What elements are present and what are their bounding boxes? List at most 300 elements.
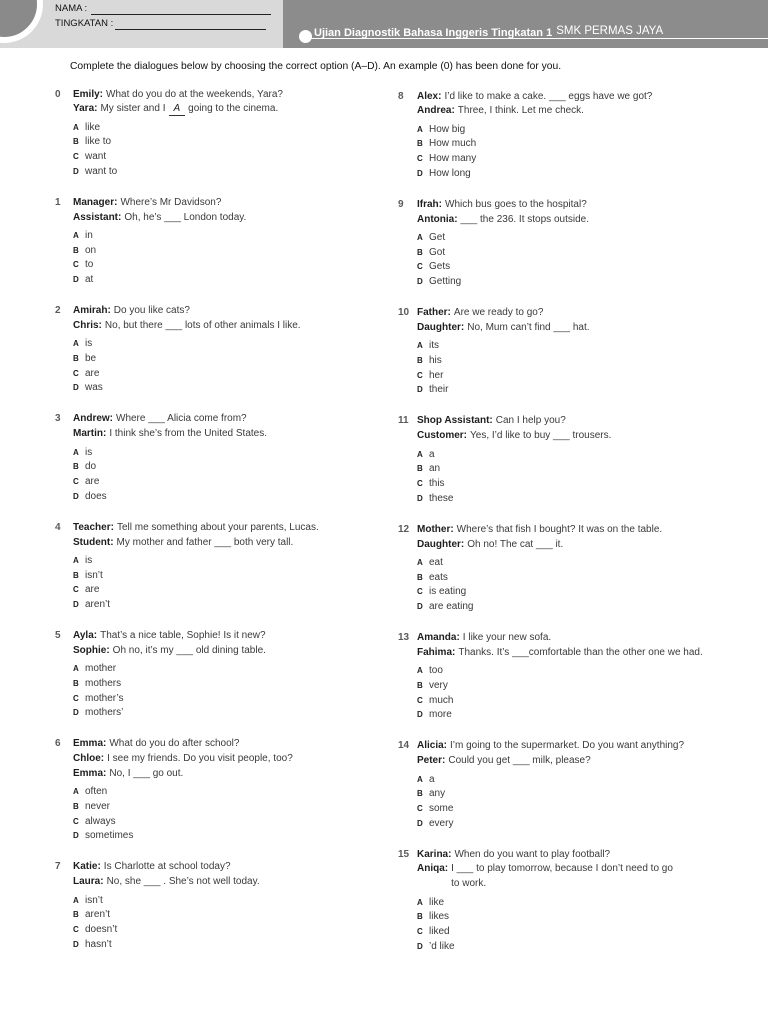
dialogue-text-line bbox=[470, 429, 611, 444]
speaker-name: Fahima: bbox=[417, 646, 456, 658]
dialogue-text bbox=[461, 213, 589, 228]
option-text: eats bbox=[429, 571, 448, 583]
dialogue-text-segment: Oh, he’s ___ London today. bbox=[124, 211, 247, 223]
option-letter: C bbox=[73, 152, 79, 162]
dialogue-text-segment: Could you get ___ milk, please? bbox=[448, 755, 591, 767]
option-letter: C bbox=[417, 370, 423, 380]
dialogue-text bbox=[496, 414, 566, 429]
option-letter: B bbox=[73, 245, 79, 255]
school-name: SMK PERMAS JAYA bbox=[556, 25, 664, 37]
dialogue-text bbox=[450, 739, 684, 754]
dialogue-text-line bbox=[467, 321, 589, 336]
dialogue-text-line bbox=[448, 754, 590, 769]
option-d bbox=[73, 938, 385, 953]
dialogue-text-line bbox=[107, 752, 293, 767]
dialogue-text-segment: My mother and father ___ both very tall. bbox=[116, 536, 294, 548]
option-letter: D bbox=[417, 385, 423, 395]
option-text: mother’s bbox=[85, 692, 124, 704]
option-text: his bbox=[429, 355, 442, 367]
option-text: mothers bbox=[85, 677, 122, 689]
dialogue-text-segment: Are we ready to go? bbox=[453, 307, 544, 319]
dialogue-text-line bbox=[100, 629, 265, 644]
option-d bbox=[73, 273, 385, 288]
option-d bbox=[73, 490, 385, 505]
dialogue-text-line bbox=[104, 860, 231, 875]
dialogue-text-segment: No, but there ___ lots of other animals I like. bbox=[104, 319, 301, 331]
option-letter: D bbox=[417, 493, 423, 503]
option-text: is eating bbox=[429, 586, 467, 598]
option-letter: C bbox=[417, 154, 423, 164]
dialogue-line bbox=[417, 754, 758, 769]
dialogue-line bbox=[73, 102, 385, 117]
question-4 bbox=[55, 521, 385, 613]
dialogue-text-segment: I ___ to play tomorrow, because I don’t need to go bbox=[451, 863, 673, 875]
option-b bbox=[417, 571, 758, 586]
option-letter: D bbox=[73, 831, 79, 841]
option-letter: D bbox=[417, 602, 423, 612]
dialogue-text bbox=[451, 862, 673, 892]
option-d bbox=[73, 381, 385, 396]
option-letter: B bbox=[417, 247, 423, 257]
option-letter: B bbox=[417, 572, 423, 582]
option-letter: D bbox=[417, 168, 423, 178]
option-b bbox=[417, 462, 758, 477]
answer-options bbox=[73, 446, 385, 505]
dialogue-line bbox=[417, 213, 758, 228]
dialogue-text-line bbox=[458, 104, 584, 119]
option-letter: A bbox=[73, 664, 79, 674]
option-letter: A bbox=[73, 339, 79, 349]
option-letter: D bbox=[73, 939, 79, 949]
dialogue-text bbox=[109, 427, 267, 442]
dialogue-text-line bbox=[445, 198, 587, 213]
option-letter: B bbox=[73, 354, 79, 364]
dialogue-text-line bbox=[106, 88, 283, 103]
option-letter: A bbox=[417, 774, 423, 784]
question-number: 15 bbox=[398, 848, 410, 860]
option-text: likes bbox=[429, 911, 450, 923]
option-text: an bbox=[429, 463, 441, 475]
dialogue-line bbox=[417, 306, 758, 321]
option-letter: B bbox=[73, 570, 79, 580]
option-text: How much bbox=[429, 138, 477, 150]
option-letter: C bbox=[73, 368, 79, 378]
option-text: How big bbox=[429, 123, 466, 135]
option-text: Get bbox=[429, 232, 446, 244]
dialogue-line bbox=[417, 414, 758, 429]
class-field bbox=[55, 18, 266, 30]
option-a bbox=[73, 229, 385, 244]
option-c bbox=[417, 802, 758, 817]
option-c bbox=[73, 367, 385, 382]
question-number: 4 bbox=[55, 521, 61, 533]
option-a bbox=[417, 231, 758, 246]
option-letter: B bbox=[73, 802, 79, 812]
example-answer: A bbox=[169, 103, 186, 116]
dialogue-text bbox=[105, 319, 301, 334]
option-c bbox=[417, 152, 758, 167]
option-letter: D bbox=[417, 818, 423, 828]
name-field bbox=[55, 3, 271, 15]
option-text: Got bbox=[429, 246, 446, 258]
dialogue-line bbox=[73, 521, 385, 536]
dialogue-text bbox=[116, 412, 247, 427]
dialogue-text-segment: No, Mum can’t find ___ hat. bbox=[467, 321, 590, 333]
dialogue-text-segment: I see my friends. Do you visit people, too? bbox=[107, 753, 293, 765]
dialogue-text-line bbox=[467, 538, 563, 553]
dialogue-line bbox=[73, 412, 385, 427]
option-letter: B bbox=[73, 137, 79, 147]
option-c bbox=[417, 477, 758, 492]
dialogue-continuation-line: to work. bbox=[451, 878, 487, 890]
question-15 bbox=[398, 848, 758, 955]
option-text: very bbox=[429, 679, 448, 691]
bullet-dot-icon bbox=[299, 30, 312, 43]
option-d bbox=[417, 383, 758, 398]
option-b bbox=[73, 135, 385, 150]
option-letter: C bbox=[73, 477, 79, 487]
option-c bbox=[73, 475, 385, 490]
question-number: 0 bbox=[55, 88, 61, 100]
answer-options bbox=[417, 773, 758, 832]
dialogue-text-segment: Oh no! The cat ___ it. bbox=[467, 538, 564, 550]
dialogue-text-line bbox=[116, 412, 247, 427]
speaker-name: Katie: bbox=[73, 861, 101, 873]
dialogue-text-segment: No, I ___ go out. bbox=[109, 767, 184, 779]
question-number: 11 bbox=[398, 415, 409, 427]
option-letter: D bbox=[73, 600, 79, 610]
option-text: always bbox=[85, 815, 116, 827]
option-letter: B bbox=[417, 139, 423, 149]
option-letter: D bbox=[73, 383, 79, 393]
option-text: ’d like bbox=[429, 940, 455, 952]
dialogue-text bbox=[100, 629, 265, 644]
option-letter: C bbox=[417, 479, 423, 489]
option-letter: A bbox=[73, 122, 79, 132]
dialogue-text-segment: No, she ___ . She’s not well today. bbox=[106, 876, 260, 888]
dialogue-text bbox=[470, 429, 611, 444]
option-a bbox=[73, 121, 385, 136]
option-b bbox=[417, 679, 758, 694]
dialogue-text bbox=[445, 198, 587, 213]
dialogue-line bbox=[73, 737, 385, 752]
question-9 bbox=[398, 198, 758, 290]
option-letter: C bbox=[73, 260, 79, 270]
question-11 bbox=[398, 414, 758, 506]
option-a bbox=[417, 664, 758, 679]
dialogue-text-segment: Three, I think. Let me check. bbox=[457, 105, 584, 117]
dialogue-line bbox=[417, 848, 758, 863]
dialogue-text bbox=[109, 737, 239, 752]
option-text: eat bbox=[429, 556, 443, 568]
dialogue-text bbox=[120, 196, 221, 211]
option-text: do bbox=[85, 461, 97, 473]
dialogue-text bbox=[467, 321, 589, 336]
dialogue-line bbox=[73, 319, 385, 334]
option-d bbox=[417, 940, 758, 955]
dialogue-text-segment: Can I help you? bbox=[495, 415, 566, 427]
speaker-name: Emma: bbox=[73, 738, 107, 750]
speaker-name: Ifrah: bbox=[417, 198, 442, 210]
option-letter: A bbox=[417, 557, 423, 567]
speaker-name: Mother: bbox=[417, 523, 454, 535]
dialogue-line bbox=[73, 752, 385, 767]
option-d bbox=[73, 598, 385, 613]
option-text: are bbox=[85, 367, 100, 379]
option-text: sometimes bbox=[85, 830, 134, 842]
dialogue-line bbox=[73, 860, 385, 875]
dialogue-text-segment: What do you do after school? bbox=[109, 738, 240, 750]
option-text: on bbox=[85, 244, 97, 256]
option-text: How long bbox=[429, 167, 471, 179]
option-c bbox=[417, 369, 758, 384]
dialogue-line bbox=[73, 88, 385, 103]
option-letter: A bbox=[73, 787, 79, 797]
dialogue-text-segment: going to the cinema. bbox=[188, 103, 279, 115]
option-letter: B bbox=[73, 678, 79, 688]
option-a bbox=[73, 337, 385, 352]
option-letter: B bbox=[417, 356, 423, 366]
dialogue-text-segment: Tell me something about your parents, Lucas. bbox=[116, 521, 319, 533]
answer-options bbox=[417, 339, 758, 398]
answer-options bbox=[73, 121, 385, 180]
dialogue-text bbox=[457, 523, 663, 538]
question-6 bbox=[55, 737, 385, 844]
dialogue-text-segment: Do you like cats? bbox=[113, 305, 190, 317]
speaker-name: Father: bbox=[417, 307, 451, 319]
option-letter: A bbox=[73, 555, 79, 565]
speaker-name: Ayla: bbox=[73, 630, 98, 642]
speaker-name: Alicia: bbox=[417, 740, 448, 752]
dialogue-line bbox=[417, 631, 758, 646]
dialogue-line bbox=[73, 196, 385, 211]
speaker-name: Yara: bbox=[73, 103, 98, 115]
option-c bbox=[73, 258, 385, 273]
option-text: too bbox=[429, 665, 443, 677]
option-letter: D bbox=[73, 275, 79, 285]
class-label: TINGKATAN : bbox=[55, 18, 114, 29]
dialogue-text bbox=[114, 304, 190, 319]
answer-options bbox=[73, 554, 385, 613]
speaker-name: Sophie: bbox=[73, 644, 110, 656]
name-label: NAMA : bbox=[55, 3, 88, 14]
dialogue-text bbox=[104, 860, 231, 875]
dialogue-text bbox=[100, 102, 278, 117]
option-a bbox=[73, 894, 385, 909]
dialogue-text-line bbox=[113, 644, 266, 659]
dialogue-line bbox=[417, 429, 758, 444]
dialogue-line bbox=[417, 321, 758, 336]
dialogue-text-segment: Which bus goes to the hospital? bbox=[445, 198, 587, 210]
dialogue-text bbox=[444, 90, 652, 105]
option-letter: B bbox=[417, 464, 423, 474]
option-letter: A bbox=[417, 341, 423, 351]
option-letter: A bbox=[73, 231, 79, 241]
option-d bbox=[73, 829, 385, 844]
option-letter: A bbox=[417, 233, 423, 243]
dialogue-text-line bbox=[451, 862, 673, 877]
instructions: Complete the dialogues below by choosing the correct option (A–D). An example (0) has been done for you. bbox=[70, 61, 562, 72]
option-b bbox=[73, 800, 385, 815]
speaker-name: Daughter: bbox=[417, 538, 465, 550]
option-text: every bbox=[429, 817, 454, 829]
option-text: doesn’t bbox=[85, 924, 118, 936]
option-text: some bbox=[429, 802, 454, 814]
option-a bbox=[417, 339, 758, 354]
dialogue-text-segment: Where ___ Alicia come from? bbox=[116, 413, 247, 425]
option-text: mother bbox=[85, 663, 117, 675]
speaker-name: Andrea: bbox=[417, 105, 455, 117]
dialogue-text-line bbox=[109, 427, 267, 442]
dialogue-text-line bbox=[117, 521, 319, 536]
option-text: mothers’ bbox=[85, 707, 124, 719]
question-2 bbox=[55, 304, 385, 396]
dialogue-text-segment: I’m going to the supermarket. Do you want anything? bbox=[450, 740, 685, 752]
dialogue-text-line bbox=[463, 631, 551, 646]
speaker-name: Amirah: bbox=[73, 305, 111, 317]
option-d bbox=[417, 167, 758, 182]
dialogue-text-segment: ___ the 236. It stops outside. bbox=[460, 213, 589, 225]
dialogue-text-segment: That’s a nice table, Sophie! Is it new? bbox=[100, 630, 266, 642]
option-text: Gets bbox=[429, 261, 451, 273]
speaker-name: Chris: bbox=[73, 319, 102, 331]
option-letter: C bbox=[73, 816, 79, 826]
question-12 bbox=[398, 523, 758, 615]
option-text: in bbox=[85, 230, 93, 242]
option-b bbox=[73, 908, 385, 923]
class-blank-line bbox=[115, 19, 266, 30]
option-text: often bbox=[85, 786, 108, 798]
option-b bbox=[417, 910, 758, 925]
option-text: are bbox=[85, 584, 100, 596]
dialogue-text-segment: Oh no, it’s my ___ old dining table. bbox=[112, 644, 266, 656]
dialogue-line bbox=[417, 646, 758, 661]
dialogue-line bbox=[417, 90, 758, 105]
option-text: aren’t bbox=[85, 599, 111, 611]
speaker-name: Laura: bbox=[73, 876, 104, 888]
option-text: hasn’t bbox=[85, 938, 112, 950]
option-d bbox=[417, 275, 758, 290]
dialogue-text-line bbox=[124, 211, 246, 226]
dialogue-text bbox=[454, 306, 544, 321]
dialogue-text bbox=[109, 767, 183, 782]
speaker-name: Martin: bbox=[73, 428, 107, 440]
question-14 bbox=[398, 739, 758, 831]
option-letter: A bbox=[417, 897, 423, 907]
question-5 bbox=[55, 629, 385, 721]
option-d bbox=[73, 165, 385, 180]
answer-options bbox=[73, 785, 385, 844]
dialogue-text-segment: I think she’s from the United States. bbox=[109, 428, 268, 440]
answer-options bbox=[417, 896, 758, 955]
answer-options bbox=[417, 448, 758, 507]
option-a bbox=[417, 123, 758, 138]
option-text: at bbox=[85, 274, 94, 286]
option-letter: D bbox=[73, 166, 79, 176]
speaker-name: Emily: bbox=[73, 88, 104, 100]
dialogue-text-line bbox=[461, 213, 589, 228]
option-letter: D bbox=[73, 491, 79, 501]
option-letter: A bbox=[73, 895, 79, 905]
dialogue-text-segment: Where’s Mr Davidson? bbox=[120, 196, 222, 208]
option-text: are eating bbox=[429, 601, 474, 613]
option-d bbox=[417, 708, 758, 723]
dialogue-text bbox=[448, 754, 590, 769]
dialogue-line bbox=[73, 629, 385, 644]
option-b bbox=[73, 352, 385, 367]
option-text: are bbox=[85, 476, 100, 488]
dialogue-text bbox=[458, 104, 584, 119]
option-text: more bbox=[429, 709, 452, 721]
option-c bbox=[417, 260, 758, 275]
dialogue-text bbox=[107, 875, 260, 890]
dialogue-text-line bbox=[458, 646, 702, 661]
option-text: want bbox=[85, 151, 107, 163]
option-a bbox=[417, 448, 758, 463]
option-text: How many bbox=[429, 153, 477, 165]
speaker-name: Customer: bbox=[417, 430, 468, 442]
answer-options bbox=[73, 229, 385, 288]
dialogue-text-line bbox=[444, 90, 652, 105]
option-letter: C bbox=[417, 262, 423, 272]
page-title: Ujian Diagnostik Bahasa Inggeris Tingkatan 1 bbox=[314, 27, 553, 39]
question-13 bbox=[398, 631, 758, 723]
option-text: does bbox=[85, 490, 107, 502]
answer-options bbox=[73, 337, 385, 396]
option-letter: A bbox=[417, 449, 423, 459]
dialogue-text bbox=[117, 536, 294, 551]
right-column bbox=[398, 90, 758, 971]
option-b bbox=[417, 787, 758, 802]
question-number: 12 bbox=[398, 523, 410, 535]
option-a bbox=[417, 773, 758, 788]
option-a bbox=[73, 785, 385, 800]
option-letter: C bbox=[73, 693, 79, 703]
speaker-name: Shop Assistant: bbox=[417, 415, 493, 427]
dialogue-text-line bbox=[454, 848, 610, 863]
name-blank-line bbox=[91, 4, 271, 15]
option-letter: A bbox=[417, 124, 423, 134]
speaker-name: Assistant: bbox=[73, 211, 122, 223]
option-letter: D bbox=[417, 277, 423, 287]
dialogue-line bbox=[417, 862, 758, 892]
answer-options bbox=[73, 662, 385, 721]
option-text: her bbox=[429, 369, 444, 381]
option-letter: D bbox=[417, 941, 423, 951]
option-text: is bbox=[85, 446, 93, 458]
option-b bbox=[417, 137, 758, 152]
option-text: isn’t bbox=[85, 569, 103, 581]
option-letter: B bbox=[417, 912, 423, 922]
speaker-name: Teacher: bbox=[73, 521, 114, 533]
option-text: Getting bbox=[429, 276, 462, 288]
question-3 bbox=[55, 412, 385, 504]
option-text: was bbox=[85, 382, 103, 394]
option-c bbox=[417, 585, 758, 600]
option-text: be bbox=[85, 353, 97, 365]
question-number: 5 bbox=[55, 630, 61, 642]
dialogue-text-line bbox=[496, 414, 566, 429]
speaker-name: Andrew: bbox=[73, 413, 113, 425]
dialogue-line bbox=[417, 104, 758, 119]
dialogue-text-line bbox=[100, 102, 278, 117]
option-text: want to bbox=[85, 165, 118, 177]
decorative-circle-icon bbox=[0, 0, 60, 56]
speaker-name: Manager: bbox=[73, 196, 118, 208]
option-letter: C bbox=[417, 803, 423, 813]
question-1 bbox=[55, 196, 385, 288]
option-text: like bbox=[429, 896, 445, 908]
